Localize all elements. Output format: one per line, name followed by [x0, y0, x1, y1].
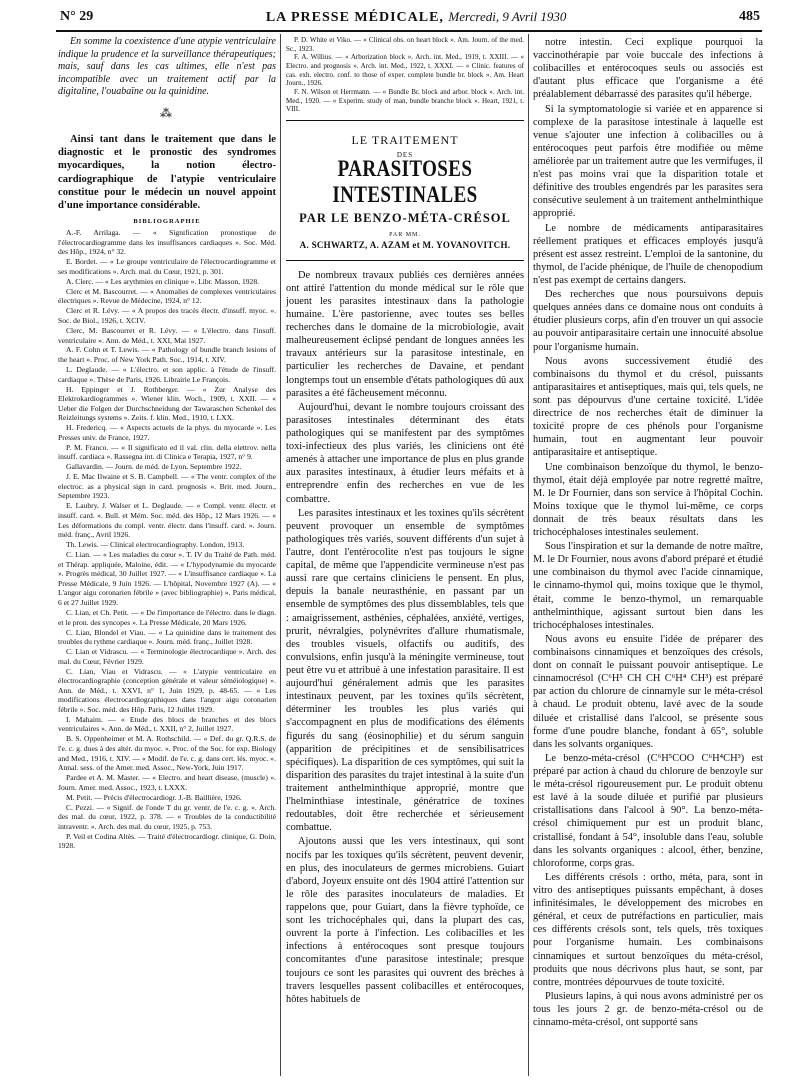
bibliography-entry: A. F. Cohn et T. Lewis. — « Pathology of bundle branch lesions of the heart ». Proc. of New York Path. Soc., 1914, t. XIV.: [58, 345, 276, 365]
bibliography-entry: A. Clerc. — « Les arythmies en clinique ». Libr. Masson, 1928.: [66, 276, 259, 286]
article-authors: A. SCHWARTZ, A. AZAM et M. YOVANOVITCH.: [299, 239, 511, 250]
conclusion-paragraph: Ainsi tant dans le traitement que dans le diagnostic et le pronostic des syndromes myocardiques, la notion électro-cardiographique de l'atypie ventriculaire constitue pour le médecin un nouvel appoint d'une importance considérable.: [58, 133, 276, 211]
bibliography-entry: C. Pezzi. — « Signif. de l'onde T du gr. ventr. de l'e. c. g. ». Arch. des mal. du cœur, 1922, p. 378. — « Troubles de la conductibilité intraventr. ». Arch. des mal. du cœur, 1925, p. 753.: [58, 802, 276, 831]
bibliography-entry: H. Fredericq. — « Aspects actuels de la phys. du myocarde ». Les Presses univ. de France, 1927.: [58, 423, 276, 442]
bibliography-entry: P. M. Franco. — « Il significato ed il val. clin. della elettrov. nella insuff. cardiaca ». Rassegna int. di Clinica e Terapia, 1927, n° 9.: [58, 442, 276, 462]
article-body-col3: [533, 36, 763, 1029]
bibliography-entry: L. Deglaude. — « L'électro. et son applic. à l'étude de l'insuff. cardiaque ». Thèse de Paris, 1926. Librairie Le François.: [58, 365, 276, 384]
column-1: [58, 36, 276, 1078]
bibliography-entry: A.-F. Arrilaga. — « Signification pronostique de l'électrocardiogramme dans les insuffisances cardiaques ». Soc. Méd. des Hôp., 1924, n° 32.: [58, 228, 276, 257]
folio: 485: [738, 9, 760, 24]
article-title-sub: PAR LE BENZO-MÉTA-CRÉSOL: [299, 210, 511, 225]
bibliography-entry: F. N. Wilson et Herrmann. — « Bundle Br. block and arbor. block ». Arch. int. Med., 1920. — « Experim. study of man, bundle branche block ». Heart, 1921, t. VIII.: [286, 88, 524, 114]
body-paragraph: Les différents crésols : ortho, méta, para, sont in vitro des antiseptiques puissants empêchant, à doses infinitésimales, le développement des microbes en général, et ceux de putréfactions en particulier, mais ces différents crésols sont, tels quels, très toxiques pour l'organisme humain. Les combinaisons cinnamiques et surtout benzoïques du méta-crésol, produits que nous décrivons plus haut, se sont, par contre, montrées dépourvues de toute toxicité.: [533, 871, 763, 988]
article-title-line-1: LE TRAITEMENT: [351, 132, 459, 147]
body-paragraph: Si la symptomatologie si variée et en apparence si complexe de la parasitose intestinale à laquelle est venue s'ajouter une infection à colibacilles ou à entérocoques peut parfois être modifiée ou même améliorée par un traitement autre que les vermifuges, il n'est pas moins vrai que la disparition totale et définitive des troubles engendrés par les parasites sera consécutive seulement à un traitement anthelminthique approprié.: [533, 103, 763, 220]
bibliography-list: [58, 228, 276, 851]
bibliography-heading: BIBLIOGRAPHIE: [133, 218, 201, 226]
article-title-main: PARASITOSES INTESTINALES: [332, 156, 478, 208]
issue-date: Mercredi, 9 Avril 1930: [448, 8, 567, 24]
bibliography-entry: B. S. Oppenheimer et M. A. Rothschild. — « Def. du gr. Q.R.S. de l'e. c. g. dues à des altér. du myoc. ». Proc. of the Soc. for exp. Biology and Med., 1916, t. XIV. — « Modif. de l'e. c. g. dans cert. lés. myoc. ». Annal. sess. of the Amer. med. Assoc., New-York, Juin 1917.: [58, 734, 276, 773]
bibliography-entry: C. Lian, Viau et Vidrascu. — « L'atypie ventriculaire en électrocardiographie (conception générale et valeur séméiologique) ». Ann. de Méd., t. XXVI, n° 1, Juin 1929, p. 48-65. — « Les modifications électrocardiographiques dans l'angor aigu coronarien fébrile ». Soc. méd. des Hôp. Paris, 12 Juillet 1929.: [58, 666, 276, 714]
body-paragraph: De nombreux travaux publiés ces dernières années ont attiré l'attention du monde médical sur le rôle que jouent les parasites intestinaux dans la pathologie humaine. L'ère pastorienne, avec toutes ses belles recherches dans le domaine de la microbiologie, avait malheureusement éclipsé pendant de longues années les travaux antérieurs sur la parasitose intestinale, en particulier les recherches de Davaine, et pendant longtemps tout un ensemble d'états pathologiques dû aux parasites a été fâcheusement méconnu.: [286, 269, 524, 399]
bibliography-entry: Clerc, M. Bascourret et R. Lévy. — « L'électro. dans l'insuff. ventriculaire ». Ann. de Méd., t. XXI, Mai 1927.: [58, 325, 276, 345]
body-paragraph: notre intestin. Ceci explique pourquoi la vaccinothérapie par voie buccale des infections à colibacilles et entérocoques seuls ou associés est d'autant plus efficace que l'organisme a été préalablement débarrassé des parasites qu'il héberge.: [533, 37, 763, 101]
article-title-des: DES: [396, 150, 414, 159]
column-2: [286, 36, 524, 1078]
bibliography-entry: M. Petit. — Précis d'électrocardiogr. J.-B. Baillière, 1926.: [66, 792, 242, 802]
page-header: [60, 6, 760, 28]
bibliography-entry: C. Lian, et Ch. Petit. — « De l'importance de l'électro. dans le diagn. et le pron. des syncopes ». La Presse Médicale, 20 Mars 1926.: [58, 607, 276, 627]
bibliography-continued: [286, 36, 524, 114]
bibliography-entry: E. Laubry, J. Walser et L. Deglaude. — « Compl. ventr. électr. et insuff. card. ». Bull. et Mém. Soc. méd. des Hôp., 12 Mars 1926. — « Les déformations du compl. ventr. électr. dans l'insuff. card. ». Journ. méd. franç., Avril 1926.: [58, 501, 276, 540]
intro-paragraph: En somme la coexistence d'une atypie ventriculaire indique la prudence et la surveillance thérapeutiques; mais, sauf dans les cas ultimes, elle n'est pas incompatible avec un traitement actif par la digitaline, l'ouabaïne ou la quinidine.: [58, 36, 276, 98]
bibliography-entry: C. Lian, Blondel et Viau. — « La quinidine dans le traitement des troubles du rythme cardiaque ». Journ. méd. franç., Juillet 1928.: [58, 627, 276, 647]
bibliography-entry: Gallavardin. — Journ. de méd. de Lyon, Septembre 1922.: [66, 462, 242, 472]
byline-rule: [286, 260, 524, 261]
body-paragraph: Nous avons eu ensuite l'idée de préparer des combinaisons cinnamiques et benzoïques des crésols, dont on connaît le puissant pouvoir antiseptique. Le cinnamocrésol (C⁶H⁵ CH CH C⁶H⁴ CH³) est préparé par action du chlorure de cinnamyle sur le méta-crésol à chaud. Le produit obtenu, lavé avec de la soude diluée et cristallisé dans l'alcool, se présente sous forme d'une poudre blanche, fondant à 65°, soluble dans les solvants organiques.: [533, 633, 763, 750]
journal-name: LA PRESSE MÉDICALE: [265, 9, 440, 25]
column-rule-2: [528, 34, 529, 1076]
body-paragraph: Ajoutons aussi que les vers intestinaux, qui sont nocifs par les toxiques qu'ils sécrètent, peuvent devenir, en plus, des inoculateurs de germes microbiens. Guiart d'abord, Joyeux ensuite ont dès 1904 attiré l'attention sur le rôle des parasites inoculateurs de maladies. Et rappelons que, pour Guiart, dans la fièvre typhoïde, ce sont les trichocéphales qui, dans la plupart des cas, ouvrent la porte à l'infection. Les colibacilles et les infections à entérocoques sont presque toujours concomitantes d'une parasitose intestinale; presque toujours ce sont les parasites qui ouvrent des brèches à travers lesquelles passent colibacilles et entérocoques, hôtes habituels de: [286, 836, 524, 1005]
bibliography-entry: P. Veil et Codina Altès. — Traité d'électrocardiogr. clinique, G. Doin, 1928.: [58, 831, 276, 851]
bibliography-entry: P. D. White et Viko. — « Clinical obs. on heart block ». Am. Journ. of the med. Sc., 1923.: [286, 36, 524, 53]
body-paragraph: Une combinaison benzoïque du thymol, le benzo-thymol, était déjà employée par notre regretté maître, M. le Dr Fournier, dans son service à l'hôpital Cochin. Moins toxique que le thymol lui-même, ce corps donnait de très beaux résultats dans les trichocéphaloses intestinales seulement.: [533, 461, 763, 539]
bibliography-entry: I. Mahaim. — « Etude des blocs de branches et des blocs ventriculaires ». Ann. de Méd., t. XXII, n° 2, Juillet 1927.: [58, 714, 276, 734]
bibliography-entry: F. A. Willius. — « Arborization block ». Arch. int. Med., 1919, t. XXIII. — « Electro. and prognosis ». Arch. int. Med., 1922, t. XXXI. — « Clinic. features of cas. exh. electro. conf. to those of exper. complete bundle br. block ». Am. Heart Journ., 1926.: [286, 53, 524, 88]
header-rule: [56, 30, 762, 32]
body-paragraph: Aujourd'hui, devant le nombre toujours croissant des parasitoses intestinales déterminant des états pathologiques qui se manifestent par des symptômes toxi-infectieux des plus variés, les cliniciens ont été amenés à attacher une importance de plus en plus grande aux parasites intestinaux, à étudier leurs méfaits et à entreprendre enfin des recherches en vue de les combattre.: [286, 401, 524, 505]
bibliography-entry: Clerc et R. Lévy. — « A propos des tracés électr. d'insuff. myoc. ». Soc. de Biol., 1926, t. XCIV.: [58, 306, 276, 325]
journal-title: LA PRESSE MÉDICALE, Mercredi, 9 Avril 1930: [265, 8, 567, 25]
body-paragraph: Sous l'inspiration et sur la demande de notre maître, M. le Dr Fournier, nous avons d'abord préparé et étudié une combinaison du thymol avec l'acide cinnamique, le cinnamo-thymol qui, moins toxique que le thymol, était, comme le benzo-thymol, un remarquable anthelminthique, agissant surtout bien dans les trichocéphaloses intestinales.: [533, 541, 763, 631]
article-separator: [286, 120, 524, 121]
bibliography-entry: C. Lian. — « Les maladies du cœur ». T. IV du Traité de Path. méd. et Thérap. appliquée, Maloine, édit. — « L'hypodynamie du myocarde ». Progrès médical, 30 Juillet 1927. — « L'insuffisance cardiaque ». La Presse Médicale, 9 Juin 1926. — L'hôpital, Novembre 1927 (A). — « L'angor aigu coronarien fébrile » (avec bibliographie) ». Paris médical, 6 et 27 Juillet 1929.: [58, 550, 276, 608]
body-paragraph: Plusieurs lapins, à qui nous avons administré per os tous les jours 2 gr. de benzo-méta-crésol ou de cinnamo-méta-crésol, ont supporté sans: [533, 990, 763, 1029]
bibliography-entry: C. Lian et Vidrascu. — « Terminologie électrocardique ». Arch. des mal. du Cœur, Février 1929.: [58, 647, 276, 666]
bibliography-entry: H. Eppinger et J. Rothberger. — « Zur Analyse des Elektrokardiogrammes ». Wiener klin. Woch., 1909, t. XXII. — « Ueber die Folgen der Durchschneidung der Tawaraschen Schenkel des Reizleitungs systems ». Zeits. f. klin. Med., 1910, t. LXX.: [58, 384, 276, 423]
page-number: N° 29: [60, 9, 94, 24]
article-body-col2: [286, 269, 524, 1006]
bibliography-entry: Clerc et M. Bascourret. — « Anomalies de complexes ventriculaires électriques ». Revue de Médecine, 1924, n° 12.: [58, 286, 276, 306]
body-paragraph: Le benzo-méta-crésol (C⁶H⁵COO C⁶H⁴CH³) est préparé par action à chaud du chlorure de benzoyle sur le méta-crésol rigoureusement pur. Le produit obtenu est lavé à la soude diluée et purifié par plusieurs cristallisations dans l'alcool à 90°. La benzo-méta-crésol chimiquement pur est un produit blanc, cristallisé, fondant à 54°, insoluble dans l'eau, soluble dans les solvants organiques : alcool, éther, benzine, chloroforme, corps gras.: [533, 752, 763, 869]
bibliography-entry: Th. Lewis. — Clinical electrocardiography. London, 1913.: [66, 540, 245, 550]
bibliography-entry: Pardee et A. M. Master. — « Electro. and heart disease, (muscle) ». Journ. Amer. med. Assoc., 1923, t. LXXX.: [58, 773, 276, 792]
section-stars: ⁂: [160, 105, 174, 120]
body-paragraph: Les parasites intestinaux et les toxines qu'ils sécrètent peuvent provoquer un ensemble de symptômes pathologiques très variés, souvent différents d'un sujet à l'autre, dont l'entérocolite n'est pas toujours le signe capital, de même que l'appendicite vermineuse n'est pas aussi rare que certains cliniciens le pensent. En plus, depuis la banale neurasthénie, en passant par un ensemble de symptômes des plus dissemblables, tels que : amaigrissement, asthénies, céphalées, anxiété, vertiges, prurit, névralgies, polynévrites d'allure rhumatismale, des troubles visuels, olfactifs ou auditifs, des convulsions, enfin jusqu'à la méningite vermineuse, tout peut être vu et attribué à une infestation parasitaire. Il est aujourd'hui généralement admis que les parasites intestinaux peuvent, par les toxines qu'ils sécrètent, déterminer les troubles les plus variés qui s'accompagnent en plus de modifications des éléments figurés du sang (éosinophilie) et du sérum sanguin (apparition de précipitines et de sensibilisatrices spécifiques). La disparition de ces symptômes, qui suit la disparition des parasites du trajet intestinal à la suite d'un traitement anthelminthique approprié, montre que l'helminthiase intestinale, génératrice de toxines redoutables, doit être recherchée et sérieusement combattue.: [286, 507, 524, 834]
bibliography-entry: E. Bordet. — « Le groupe ventriculaire de l'électrocardiogramme et ses modifications ». Arch. mal. du Cœur, 1921, p. 301.: [58, 257, 276, 276]
column-3: [533, 36, 763, 1078]
column-rule-1: [280, 34, 281, 1076]
body-paragraph: Le nombre de médicaments antiparasitaires réellement pratiques et efficaces employés jusqu'à présent est assez restreint. L'emploi de la santonine, du thymol, de l'acide phénique, de l'huile de chenopodium n'est pas exempt de certains dangers.: [533, 222, 763, 286]
body-paragraph: Nous avons successivement étudié des combinaisons du thymol et du crésol, puissants antiparasitaires et antiseptiques, mais qui, tels quels, ne sont pas dépourvus d'une certaine toxicité. L'idée directrice de nos recherches était de diminuer la toxicité propre de ces phénols pour l'organisme humain, tout en augmentant leur pouvoir antiparasitaire et antiseptique.: [533, 355, 763, 459]
article-byline-par: PAR MM.: [389, 231, 421, 238]
body-paragraph: Des recherches que nous poursuivons depuis quelques années dans ce domaine nous ont conduits à étudier plusieurs corps, afin d'en trouver un qui associe au pouvoir antiparasitaire certain une innocuité absolue pour l'organisme humain.: [533, 289, 763, 353]
bibliography-entry: J. E. Mac Ilwaine et S. B. Campbell. — « The ventr. complex of the electroc. as a physical sign in card. prognosis ». Brit. med. Journ., Septembre 1923.: [58, 472, 276, 501]
